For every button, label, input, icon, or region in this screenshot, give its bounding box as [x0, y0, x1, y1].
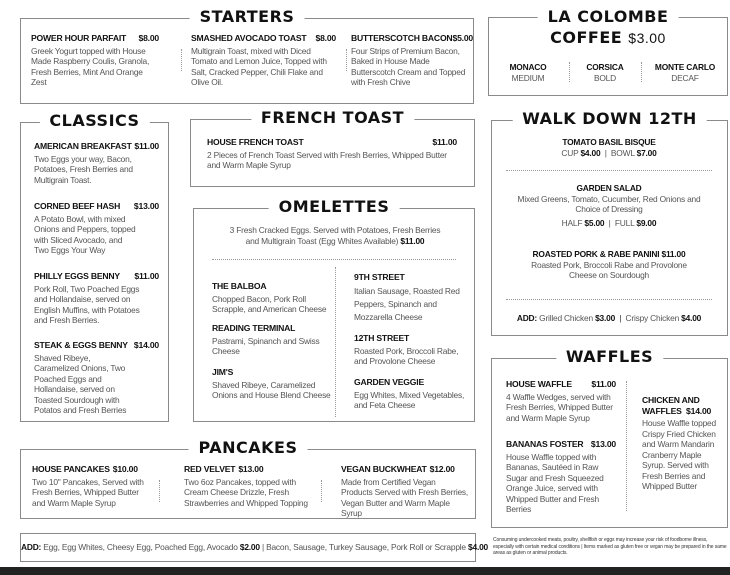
add-label: ADD:	[21, 542, 42, 552]
item-desc: Shaved Ribeye, Caramelized Onions, Two Poached Eggs and Hollandaise, served on Toasted Sourdough with Potatos and Fresh Berries	[34, 352, 127, 415]
menu-item	[341, 464, 469, 519]
section-title: STARTERS	[190, 7, 305, 26]
menu-item	[212, 323, 322, 357]
addon: Crispy Chicken	[625, 313, 680, 323]
item-name: HOUSE WAFFLE	[506, 379, 572, 389]
menu-item	[354, 272, 462, 324]
bowl-price: $7.00	[636, 147, 657, 158]
item-name: READING TERMINAL	[212, 323, 296, 333]
menu-item	[32, 464, 152, 508]
coffee-title: LA COLOMBE	[547, 7, 669, 26]
item-name: MONACO	[509, 62, 547, 72]
cup-label: CUP	[561, 147, 579, 158]
section-title: CLASSICS	[39, 111, 149, 130]
item-desc: Four Strips of Premium Bacon, Baked in House Made Butterscotch Cream and Topped with Fresh Chive	[351, 45, 466, 87]
omelettes-section	[193, 197, 475, 422]
item-desc: 2 Pieces of French Toast Served with Fresh Berries, Whipped Butter and Warm Maple Syrup	[207, 149, 447, 170]
item-name: CORNED BEEF HASH	[34, 201, 121, 211]
item-desc: 4 Waffle Wedges, served with Fresh Berries, Whipped Butter and Warm Maple Syrup	[506, 391, 613, 423]
item-desc: Two 10" Pancakes, Served with Fresh Berries, Whipped Butter and Warm Maple Syrup	[32, 476, 144, 508]
menu-item	[212, 281, 332, 315]
full-label: FULL	[614, 217, 635, 228]
section-title: OMELETTES	[269, 197, 400, 216]
item-desc: Roasted Pork, Broccoli Rabe and Provolone Cheese on Sourdough	[531, 259, 687, 280]
menu-item	[184, 464, 314, 508]
divider	[159, 480, 160, 502]
bottom-bar	[0, 567, 730, 575]
item-price: $10.00	[112, 464, 138, 474]
item-price: $11.00	[134, 141, 159, 151]
omelette-intro	[224, 225, 446, 246]
item-price: $8.00	[138, 33, 159, 43]
item-desc: Shaved Ribeye, Caramelized Onions and House Blend Cheese	[212, 379, 331, 400]
item-desc: A Potato Bowl, with mixed Onions and Peppers, topped with Sliced Avocado, and Two Eggs Your Way	[34, 213, 136, 255]
menu-item	[34, 271, 159, 326]
item-name: BUTTERSCOTCH BACON	[351, 33, 453, 43]
item-price: $13.00	[238, 464, 264, 474]
item-desc: Pastrami, Spinanch and Swiss Cheese	[212, 335, 320, 356]
section-title	[538, 6, 679, 49]
menu-item	[31, 33, 159, 88]
item-name: BANANAS FOSTER	[506, 439, 584, 449]
menu-item	[351, 33, 473, 88]
addon-price: $3.00	[595, 313, 616, 323]
item-name: PHILLY EGGS BENNY	[34, 271, 120, 281]
walk-addons: ADD: Grilled Chicken $3.00 | Crispy Chicken $4.00	[516, 313, 702, 323]
menu-item	[642, 395, 720, 492]
item-price: $11.00	[432, 137, 457, 147]
full-price: $9.00	[636, 217, 657, 228]
item-name: JIM'S	[212, 367, 234, 377]
item-name: AMERICAN BREAKFAST	[34, 141, 132, 151]
item-desc: Greek Yogurt topped with House Made Raspberry Coulis, Granola, Fresh Berries, Mint And Orange Zest	[31, 45, 150, 87]
add-label: ADD:	[516, 313, 537, 323]
starters-section	[20, 7, 474, 104]
item-desc: Italian Sausage, Roasted Red Peppers, Spinanch and Mozzarella Cheese	[354, 285, 460, 322]
item-name: MONTE CARLO	[654, 62, 716, 72]
divider	[335, 267, 336, 417]
item-name: GARDEN SALAD	[576, 183, 642, 193]
divider	[181, 49, 182, 71]
item-price: $11.00	[591, 379, 616, 389]
addon-price: $4.00	[468, 542, 489, 552]
divider	[212, 259, 456, 260]
divider	[506, 170, 712, 171]
item-desc: Roasted Pork, Broccoli Rabe, and Provolone Cheese	[354, 345, 459, 366]
section-title: PANCAKES	[188, 438, 307, 457]
item-type: MEDIUM	[511, 72, 545, 83]
item-desc: Two 6oz Pancakes, topped with Cream Cheese Drizzle, Fresh Strawberries and Whipped Topping	[184, 476, 308, 508]
item-price: $13.00	[590, 439, 616, 449]
item-price: $5.00	[452, 33, 473, 43]
item-desc: Made from Certified Vegan Products Served with Fresh Berries, Vegan Butter and Warm Maple Syrup	[341, 476, 469, 518]
disclaimer: Consuming undercooked meats, poultry, shellfish or eggs may increase your risk of foodborne illness, especially with certain medical conditions | Items marked as gluten free or vegan may be prepared in the same areas as gluten or animal products.	[493, 537, 727, 556]
coffee-item	[647, 62, 723, 83]
item-name: CHICKEN AND WAFFLES	[642, 395, 700, 416]
menu-item	[212, 367, 332, 401]
addon: Egg, Egg Whites, Cheesy Egg, Poached Egg, Avocado	[43, 542, 238, 552]
addons-text	[21, 542, 489, 553]
salad-item: GARDEN SALAD Mixed Greens, Tomato, Cucumber, Red Onions and Choice of Dressing HALF $5.00 | FULL $9.00	[517, 183, 701, 228]
menu-item	[354, 377, 466, 411]
section-title: WALK DOWN 12TH	[512, 109, 707, 128]
item-desc: Multigrain Toast, mixed with Diced Tomato and Lemon Juice, Topped with Salt, Cracked Pepper, Chili Flake and Olive Oil.	[191, 45, 327, 87]
item-name: CORSICA	[586, 62, 624, 72]
divider	[641, 62, 642, 82]
item-name: 12TH STREET	[354, 333, 410, 343]
bisque-item: TOMATO BASIL BISQUE CUP $4.00 | BOWL $7.00	[492, 137, 726, 158]
item-price: $14.00	[133, 340, 159, 350]
menu-item	[34, 340, 159, 416]
item-desc: Mixed Greens, Tomato, Cucumber, Red Onions and Choice of Dressing	[517, 193, 701, 214]
item-name: GARDEN VEGGIE	[354, 377, 424, 387]
divider	[321, 480, 322, 502]
menu-item	[34, 201, 159, 256]
addon-price: $4.00	[681, 313, 702, 323]
section-title: FRENCH TOAST	[251, 108, 414, 127]
item-price: $11.00	[134, 271, 159, 281]
item-name: POWER HOUR PARFAIT	[31, 33, 127, 43]
divider	[569, 62, 570, 82]
panini-item	[517, 249, 701, 281]
item-type: DECAF	[671, 72, 699, 83]
cup-price: $4.00	[580, 147, 601, 158]
item-name: TOMATO BASIL BISQUE	[562, 137, 656, 147]
menu-item	[354, 333, 462, 367]
item-name: ROASTED PORK & RABE PANINI	[532, 249, 660, 259]
addon: Grilled Chicken	[539, 313, 593, 323]
divider	[506, 299, 712, 300]
item-price: $12.00	[429, 464, 455, 474]
addon-price: $2.00	[239, 542, 260, 552]
item-price: $11.00	[661, 249, 686, 259]
item-name: STEAK & EGGS BENNY	[34, 340, 128, 350]
menu-item	[506, 379, 616, 423]
addons-bar	[20, 533, 489, 562]
menu-item	[207, 137, 457, 171]
item-name: VEGAN BUCKWHEAT	[341, 464, 427, 474]
item-desc: Chopped Bacon, Pork Roll Scrapple, and American Cheese	[212, 293, 327, 314]
classics-section	[20, 111, 169, 422]
item-name: SMASHED AVOCADO TOAST	[191, 33, 307, 43]
divider	[346, 49, 347, 71]
item-desc: House Waffle topped Crispy Fried Chicken and Warm Mandarin Cranberry Maple Syrup. Served with Fresh Berries and Whipped Butter	[642, 418, 716, 491]
menu-item	[506, 439, 616, 515]
half-price: $5.00	[584, 217, 605, 228]
item-type: BOLD	[593, 72, 616, 83]
item-price: $14.00	[686, 405, 712, 416]
item-name: 9TH STREET	[354, 272, 405, 282]
section-title: WAFFLES	[556, 347, 663, 366]
bowl-label: BOWL	[610, 147, 635, 158]
coffee-price: $3.00	[628, 30, 666, 46]
item-desc: Egg Whites, Mixed Vegetables, and Feta Cheese	[354, 389, 465, 410]
item-name: RED VELVET	[184, 464, 236, 474]
item-desc: Two Eggs your way, Bacon, Potatoes, Fresh Berries and Multigrain Toast.	[34, 153, 133, 185]
item-name: THE BALBOA	[212, 281, 267, 291]
item-price: $13.00	[133, 201, 159, 211]
item-name: HOUSE PANCAKES	[32, 464, 110, 474]
menu-item	[191, 33, 336, 88]
omelette-price: $11.00	[400, 235, 425, 246]
item-name: HOUSE FRENCH TOAST	[207, 137, 304, 147]
menu-item	[34, 141, 159, 185]
coffee-title: COFFEE	[550, 28, 623, 47]
coffee-section	[488, 7, 728, 96]
divider	[626, 381, 627, 511]
coffee-item	[497, 62, 559, 83]
item-desc: House Waffle topped with Bananas, Sautéed in Raw Sugar and Fresh Squeezed Orange Juice, served with Whipped Butter and Fresh Berries	[506, 451, 604, 514]
french-toast-section	[190, 108, 475, 187]
addon: | Bacon, Sausage, Turkey Sausage, Pork Roll or Scrapple	[261, 542, 466, 552]
waffles-section	[491, 347, 728, 528]
intro-text: 3 Fresh Cracked Eggs. Served with Potatoes, Fresh Berries and Multigrain Toast (Egg Whites Available)	[229, 225, 441, 246]
item-price: $8.00	[315, 33, 336, 43]
half-label: HALF	[561, 217, 583, 228]
item-desc: Pork Roll, Two Poached Eggs and Hollandaise, served on English Muffins, with Potatoes and Fresh Berries.	[34, 283, 140, 325]
walk-down-section	[491, 109, 728, 336]
pancakes-section	[20, 438, 476, 519]
coffee-item	[577, 62, 633, 83]
